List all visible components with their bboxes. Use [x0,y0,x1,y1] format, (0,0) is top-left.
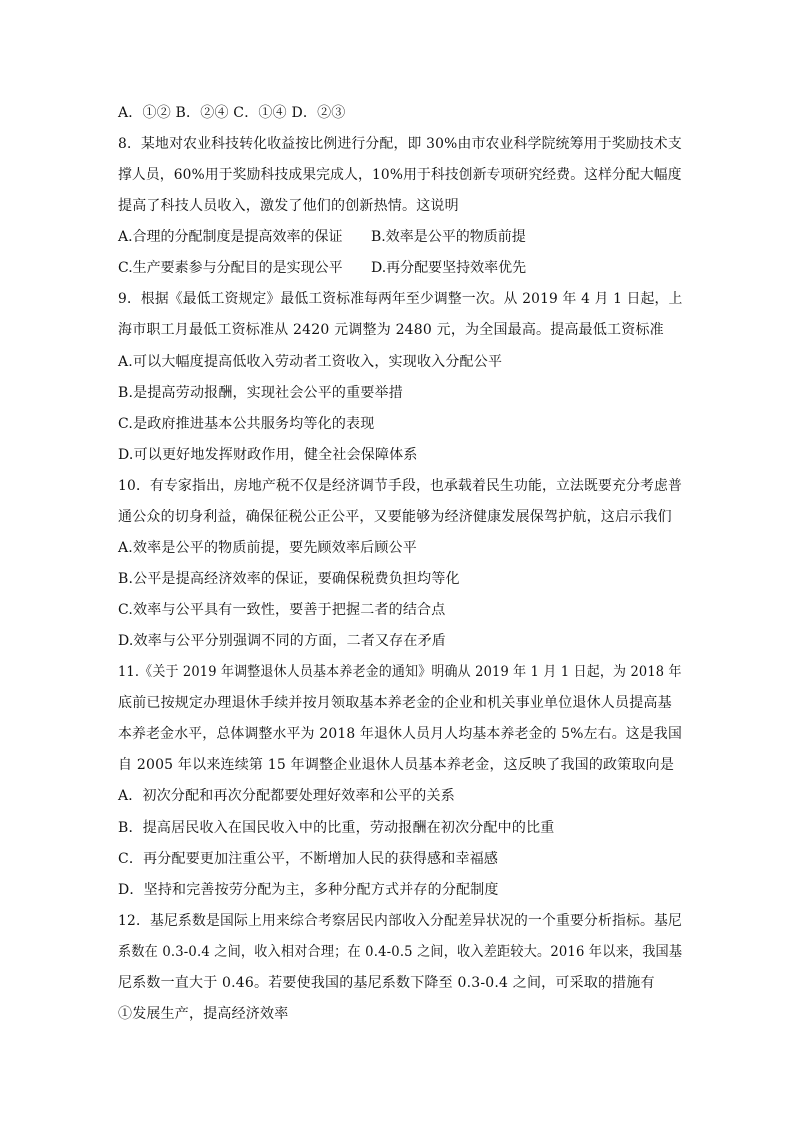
q12-stem-line-1: 12．基尼系数是国际上用来综合考察居民内部收入分配差异状况的一个重要分析指标。基尼 [118,913,683,929]
q11-stem-line-1: 11.《关于 2019 年调整退休人员基本养老金的通知》明确从 2019 年 1 月 1 日起，为 2018 年 [118,664,682,680]
q8-option-b: B.效率是公平的物质前提 [371,229,526,245]
q11-option-b: B．提高居民收入在国民收入中的比重，劳动报酬在初次分配中的比重 [118,820,555,836]
q11-option-d: D．坚持和完善按劳分配为主，多种分配方式并存的分配制度 [118,882,499,898]
q7-answer-options: A．①② B．②④ C．①④ D．②③ [118,105,346,121]
q10-option-d: D.效率与公平分别强调不同的方面，二者又存在矛盾 [118,633,446,649]
q10-option-b: B.公平是提高经济效率的保证，要确保税费负担均等化 [118,571,460,587]
q8-option-c: C.生产要素参与分配目的是实现公平 [118,260,343,276]
q11-stem-line-3: 本养老金水平，总体调整水平为 2018 年退休人员月人均基本养老金的 5%左右。这是我国 [118,726,683,742]
q12-stem-line-2: 系数在 0.3-0.4 之间，收入相对合理；在 0.4-0.5 之间，收入差距较大。2016 年以来，我国基 [118,944,683,960]
q9-option-b: B.是提高劳动报酬，实现社会公平的重要举措 [118,385,403,401]
q10-option-a: A.效率是公平的物质前提，要先顾效率后顾公平 [118,540,417,556]
q8-stem-line-1: 8．某地对农业科技转化收益按比例进行分配，即 30%由市农业科学院统筹用于奖励技术支 [118,136,682,152]
q11-option-a: A．初次分配和再次分配都要处理好效率和公平的关系 [118,788,455,804]
q11-option-c: C．再分配要更加注重公平，不断增加人民的获得感和幸福感 [118,851,499,867]
q8-option-d: D.再分配要坚持效率优先 [371,260,527,276]
q9-stem-line-2: 海市职工月最低工资标准从 2420 元调整为 2480 元，为全国最高。提高最低工资标准 [118,322,664,338]
q8-option-a: A.合理的分配制度是提高效率的保证 [118,229,343,245]
q9-option-a: A.可以大幅度提高低收入劳动者工资收入，实现收入分配公平 [118,354,503,370]
q8-stem-line-2: 撑人员，60%用于奖励科技成果完成人，10%用于科技创新专项研究经费。这样分配大幅度 [118,167,682,183]
q9-option-d: D.可以更好地发挥财政作用，健全社会保障体系 [118,447,418,463]
q9-stem-line-1: 9．根据《最低工资规定》最低工资标准每两年至少调整一次。从 2019 年 4 月 1 日起，上 [118,291,683,307]
q10-stem-line-2: 通公众的切身利益，确保征税公正公平，又要能够为经济健康发展保驾护航，这启示我们 [118,509,672,525]
q9-option-c: C.是政府推进基本公共服务均等化的表现 [118,416,375,432]
q11-stem-line-4: 自 2005 年以来连续第 15 年调整企业退休人员基本养老金，这反映了我国的政策取向是 [118,757,675,773]
q10-option-c: C.效率与公平具有一致性，要善于把握二者的结合点 [118,602,446,618]
q8-stem-line-3: 提高了科技人员收入，激发了他们的创新热情。这说明 [118,198,459,214]
q12-stem-line-3: 尼系数一直大于 0.46。若要使我国的基尼系数下降至 0.3-0.4 之间，可采取的措施有 [118,975,655,991]
q10-stem-line-1: 10．有专家指出，房地产税不仅是经济调节手段，也承载着民生功能，立法既要充分考虑普 [118,478,683,494]
q12-item-1: ①发展生产，提高经济效率 [118,1006,289,1022]
q11-stem-line-2: 底前已按规定办理退休手续并按月领取基本养老金的企业和机关事业单位退休人员提高基 [118,695,672,711]
